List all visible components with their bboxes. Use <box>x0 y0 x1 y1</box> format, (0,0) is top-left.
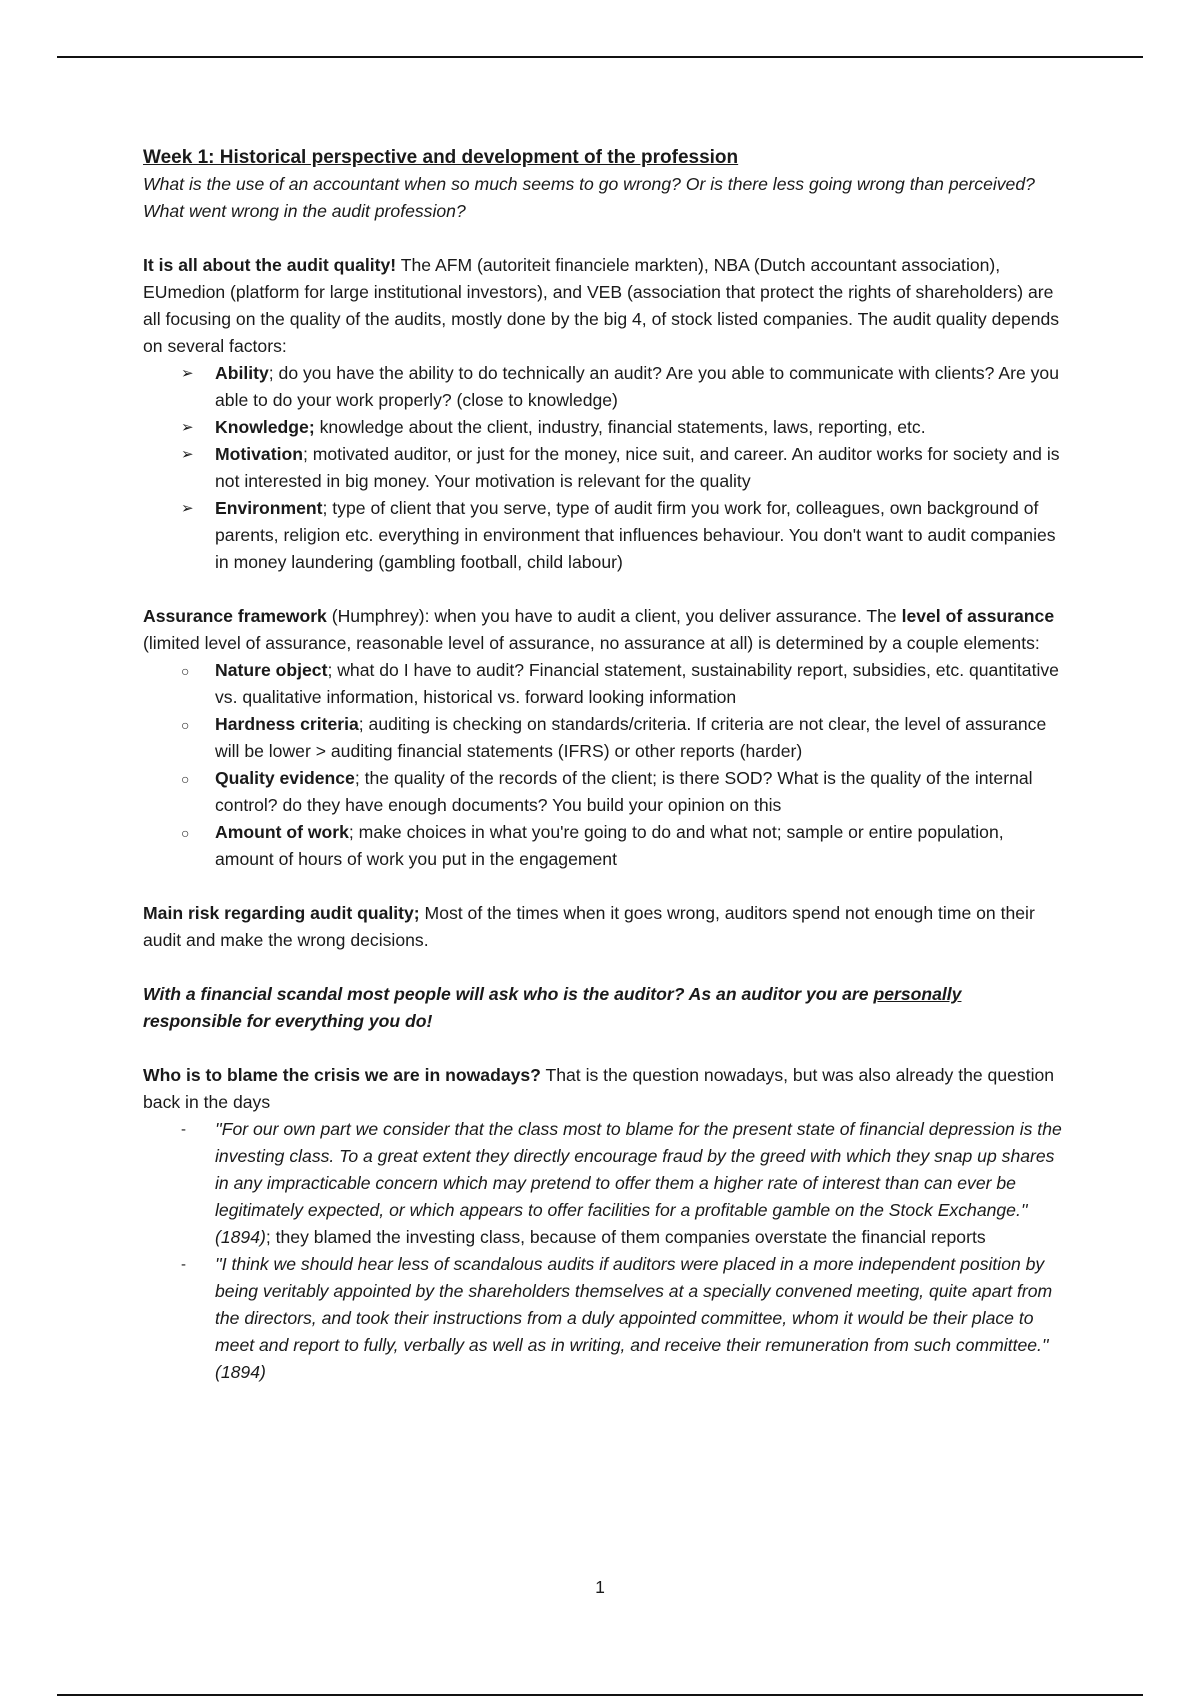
circle-bullet-icon: ○ <box>181 717 190 733</box>
audit-quality-paragraph <box>143 252 1063 360</box>
blame-text: That is the question nowadays, but was also already the question back in the days <box>143 1065 1055 1112</box>
header-rule <box>57 56 1143 58</box>
page-content <box>143 144 1063 1386</box>
main-risk-text: Most of the times when it goes wrong, auditors spend not enough time on their audit and make the wrong decisions. <box>143 903 1035 950</box>
element-term: Amount of work <box>215 822 349 842</box>
quote-comment: ; they blamed the investing class, because of them companies overstate the financial reports <box>265 1227 986 1247</box>
factor-text: knowledge about the client, industry, financial statements, laws, reporting, etc. <box>314 417 926 437</box>
list-item <box>143 360 1063 414</box>
scandal-paragraph <box>143 981 1063 1035</box>
circle-bullet-icon: ○ <box>181 825 190 841</box>
dash-bullet-icon: - <box>181 1121 186 1138</box>
factor-term: Ability <box>215 363 269 383</box>
circle-bullet-icon: ○ <box>181 663 190 679</box>
historical-quotes <box>143 1116 1063 1386</box>
element-term: Quality evidence <box>215 768 355 788</box>
audit-quality-lead: It is all about the audit quality! <box>143 255 397 275</box>
page-number: 1 <box>595 1577 605 1597</box>
list-item <box>143 441 1063 495</box>
arrow-bullet-icon: ➢ <box>181 500 194 517</box>
factor-term: Environment <box>215 498 323 518</box>
footer-rule <box>57 1694 1143 1696</box>
blame-lead: Who is to blame the crisis we are in nowadays? <box>143 1065 541 1085</box>
element-text: ; make choices in what you're going to do and what not; sample or entire population, amount of hours of work you put in the engagement <box>215 822 1004 869</box>
factor-text: ; type of client that you serve, type of audit firm you work for, colleagues, own background of parents, religion etc. everything in environment that influences behaviour. You don't want to audit companies in money laundering (gambling football, child labour) <box>215 498 1056 572</box>
main-risk-paragraph <box>143 900 1063 954</box>
element-term: Hardness criteria <box>215 714 359 734</box>
assurance-text-2: (limited level of assurance, reasonable level of assurance, no assurance at all) is determined by a couple elements: <box>143 633 1040 653</box>
scandal-text-end: responsible for everything you do! <box>143 1011 433 1031</box>
dash-bullet-icon: - <box>181 1256 186 1273</box>
assurance-elements <box>143 657 1063 873</box>
list-item <box>143 657 1063 711</box>
element-text: ; auditing is checking on standards/criteria. If criteria are not clear, the level of assurance will be lower > auditing financial statements (IFRS) or other reports (harder) <box>215 714 1047 761</box>
assurance-text: (Humphrey): when you have to audit a client, you deliver assurance. The <box>326 606 902 626</box>
factor-term: Knowledge; <box>215 417 315 437</box>
factor-term: Motivation <box>215 444 303 464</box>
factor-text: ; do you have the ability to do technically an audit? Are you able to communicate with clients? Are you able to do your work properly? (close to knowledge) <box>215 363 1059 410</box>
assurance-lead: Assurance framework <box>143 606 327 626</box>
arrow-bullet-icon: ➢ <box>181 419 194 436</box>
list-item <box>143 819 1063 873</box>
list-item <box>143 1251 1063 1386</box>
main-risk-lead: Main risk regarding audit quality; <box>143 903 420 923</box>
list-item <box>143 495 1063 576</box>
list-item <box>143 414 1063 441</box>
element-text: ; the quality of the records of the client; is there SOD? What is the quality of the internal control? do they have enough documents? You build your opinion on this <box>215 768 1033 815</box>
intro-question: What is the use of an accountant when so much seems to go wrong? Or is there less going wrong than perceived? What went wrong in the audit profession? <box>143 174 1035 221</box>
audit-quality-factors <box>143 360 1063 576</box>
element-term: Nature object <box>215 660 328 680</box>
quote-text: ''For our own part we consider that the class most to blame for the present state of financial depression is the investing class. To a great extent they directly encourage fraud by the greed with which they snap up shares in any impracticable concern which may pretend to offer them a higher rate of interest than can ever be legitimately expected, or which appears to offer facilities for a profitable gamble on the Stock Exchange.'' (1894) <box>215 1119 1062 1247</box>
level-of-assurance: level of assurance <box>901 606 1055 626</box>
list-item <box>143 765 1063 819</box>
assurance-paragraph <box>143 603 1063 657</box>
page-title: Week 1: Historical perspective and development of the profession <box>143 147 739 168</box>
scandal-text: With a financial scandal most people will ask who is the auditor? As an auditor you are <box>143 984 874 1004</box>
blame-paragraph <box>143 1062 1063 1116</box>
element-text: ; what do I have to audit? Financial statement, sustainability report, subsidies, etc. quantitative vs. qualitative information, historical vs. forward looking information <box>215 660 1059 707</box>
audit-quality-text: The AFM (autoriteit financiele markten), NBA (Dutch accountant association), EUmedion (platform for large institutional investors), and VEB (association that protect the rights of shareholders) are all focusing on the quality of the audits, mostly done by the big 4, of stock listed companies. The audit quality depends on several factors: <box>143 255 1060 356</box>
arrow-bullet-icon: ➢ <box>181 365 194 382</box>
list-item <box>143 1116 1063 1251</box>
circle-bullet-icon: ○ <box>181 771 190 787</box>
factor-text: ; motivated auditor, or just for the money, nice suit, and career. An auditor works for society and is not interested in big money. Your motivation is relevant for the quality <box>215 444 1060 491</box>
quote-text: ''I think we should hear less of scandalous audits if auditors were placed in a more independent position by being veritably appointed by the shareholders themselves at a specially convened meeting, quite apart from the directors, and took their instructions from a duly appointed committee, whom it would be their place to meet and report to fully, verbally as well as in writing, and receive their remuneration from such committee.'' (1894) <box>215 1254 1053 1382</box>
arrow-bullet-icon: ➢ <box>181 446 194 463</box>
list-item <box>143 711 1063 765</box>
scandal-underlined: personally <box>873 984 962 1004</box>
